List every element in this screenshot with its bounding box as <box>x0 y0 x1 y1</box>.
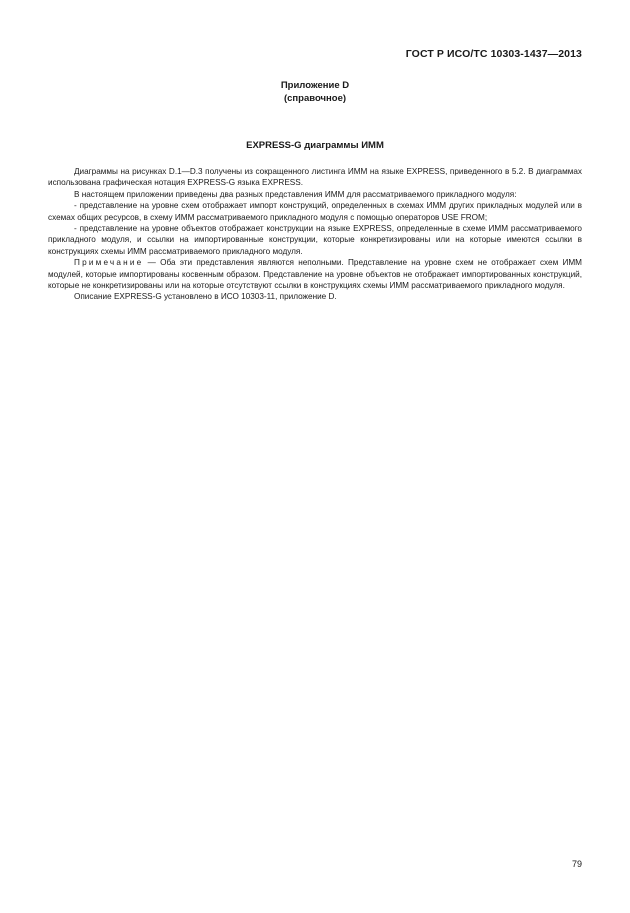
paragraph-representations: В настоящем приложении приведены два разных представления ИММ для рассматриваемого прикладного модуля: <box>74 189 517 199</box>
page-number: 79 <box>571 859 582 869</box>
note-paragraph <box>48 257 582 291</box>
paragraph-schema-level: - представление на уровне схем отображает импорт конструкций, определенных в схемах ИММ других прикладных модулей или в схемах общих ресурсов, в схему ИММ рассматриваемого прикладного модуля с помощью операторов USE FROM; <box>48 201 582 222</box>
annex-subtitle: (справочное) <box>283 92 347 104</box>
standard-header: ГОСТ Р ИСО/ТС 10303-1437—2013 <box>405 48 582 60</box>
paragraph-entity-level: - представление на уровне объектов отображает конструкции на языке EXPRESS, определенные в схеме ИММ рассматриваемого прикладного модуля, и ссылки на импортированные конструкции, которые конкретизированы или на которые имеются ссылки в конструкциях схемы ИММ рассматриваемого прикладного модуля. <box>48 224 582 256</box>
note-label: Примечание <box>74 258 144 268</box>
section-title: EXPRESS-G диаграммы ИММ <box>246 140 384 151</box>
note-text: — Оба эти представления являются неполными. Представление на уровне схем не отображает схем ИММ модулей, которые импортированы косвенным образом. Представление на уровне объектов не отображает импортированных конструкций, которые не конкретизированы или на которые отсутствуют ссылки в конструкциях схемы ИММ рассматриваемого прикладного модуля. <box>48 258 582 291</box>
paragraph-intro: Диаграммы на рисунках D.1—D.3 получены из сокращенного листинга ИММ на языке EXPRESS, приведенного в 5.2. В диаграммах использована графическая нотация EXPRESS-G языка EXPRESS. <box>48 167 582 188</box>
annex-title: Приложение D <box>280 80 350 91</box>
annex-heading <box>0 80 630 105</box>
body-text <box>48 166 582 303</box>
paragraph-reference: Описание EXPRESS-G установлено в ИСО 10303-11, приложение D. <box>74 292 337 302</box>
